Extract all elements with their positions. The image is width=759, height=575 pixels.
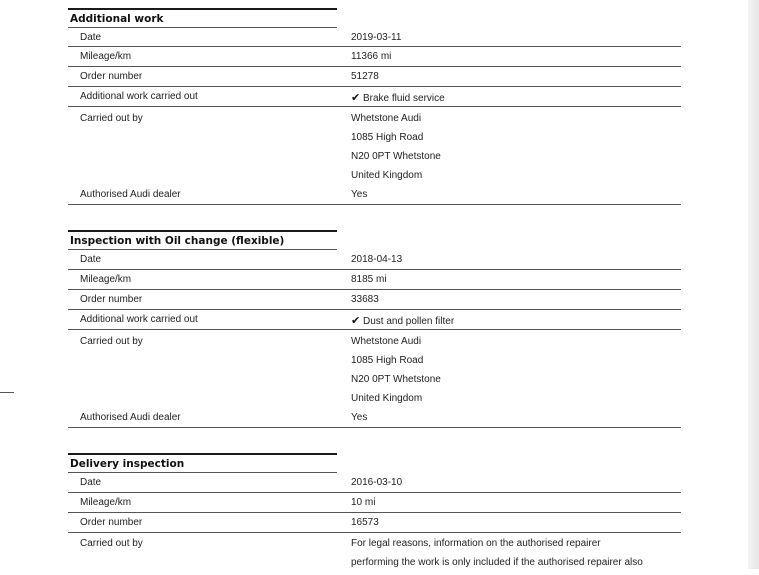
- section-title: Inspection with Oil change (flexible): [68, 230, 337, 250]
- mileage-label: Mileage/km: [80, 51, 132, 62]
- mileage-value: 11366 mi: [351, 51, 392, 62]
- carried-out-by-label: Carried out by: [80, 538, 143, 549]
- date-label: Date: [80, 477, 102, 488]
- date-row: [68, 250, 681, 270]
- address-line: N20 0PT Whetstone: [351, 374, 441, 385]
- carried-out-by-row: [68, 330, 681, 428]
- date-label: Date: [80, 254, 102, 265]
- authorised-dealer-label: Authorised Audi dealer: [80, 412, 181, 423]
- service-record-delivery-inspection: [68, 453, 681, 575]
- mileage-row: [68, 493, 681, 513]
- order-number-value: 16573: [351, 517, 379, 528]
- additional-work-label: Additional work carried out: [80, 314, 198, 325]
- date-row: [68, 473, 681, 493]
- date-value: 2016-03-10: [351, 477, 403, 488]
- address-line: Whetstone Audi: [351, 113, 422, 124]
- mileage-row: [68, 47, 681, 67]
- address-line: N20 0PT Whetstone: [351, 151, 441, 162]
- carried-out-by-label: Carried out by: [80, 113, 143, 124]
- mileage-value: 8185 mi: [351, 274, 387, 285]
- date-row: [68, 28, 681, 47]
- additional-work-row: [68, 87, 681, 107]
- carried-out-by-label: Carried out by: [80, 336, 143, 347]
- carried-out-by-row: [68, 107, 681, 205]
- order-number-label: Order number: [80, 71, 143, 82]
- authorised-dealer-label: Authorised Audi dealer: [80, 189, 181, 200]
- carried-out-by-value: [351, 109, 681, 204]
- order-number-value: 51278: [351, 71, 379, 82]
- carried-out-by-value: [351, 332, 681, 427]
- authorised-dealer-value: Yes: [351, 189, 368, 200]
- check-icon: ✔: [351, 92, 361, 104]
- mileage-value: 10 mi: [351, 497, 376, 508]
- service-record-additional-work: [68, 8, 681, 205]
- address-line: 1085 High Road: [351, 355, 424, 366]
- order-number-row: [68, 67, 681, 87]
- date-value: 2019-03-11: [351, 32, 402, 43]
- service-record-inspection-oil-change: [68, 230, 681, 428]
- address-line: United Kingdom: [351, 170, 423, 181]
- page-edge-shadow: [748, 0, 759, 569]
- section-title: Delivery inspection: [68, 453, 337, 473]
- authorised-dealer-value: Yes: [351, 412, 368, 423]
- address-line: United Kingdom: [351, 393, 423, 404]
- legal-notice-line: performing the work is only included if the authorised repairer also: [351, 557, 643, 568]
- order-number-value: 33683: [351, 294, 379, 305]
- check-icon: ✔: [351, 315, 361, 327]
- additional-work-text: Brake fluid service: [363, 93, 445, 104]
- carried-out-by-value: [351, 534, 681, 572]
- additional-work-value: [351, 87, 681, 106]
- mileage-label: Mileage/km: [80, 497, 132, 508]
- additional-work-label: Additional work carried out: [80, 91, 198, 102]
- legal-notice-line: For legal reasons, information on the authorised repairer: [351, 538, 601, 549]
- additional-work-row: [68, 310, 681, 330]
- additional-work-value: [351, 310, 681, 329]
- date-value: 2018-04-13: [351, 254, 403, 265]
- order-number-label: Order number: [80, 517, 143, 528]
- additional-work-text: Dust and pollen filter: [363, 316, 455, 327]
- mileage-label: Mileage/km: [80, 274, 132, 285]
- order-number-row: [68, 513, 681, 533]
- margin-mark: [0, 392, 14, 393]
- address-line: Whetstone Audi: [351, 336, 422, 347]
- address-line: 1085 High Road: [351, 132, 424, 143]
- mileage-row: [68, 270, 681, 290]
- order-number-row: [68, 290, 681, 310]
- section-title: Additional work: [68, 8, 337, 28]
- date-label: Date: [80, 32, 102, 43]
- order-number-label: Order number: [80, 294, 143, 305]
